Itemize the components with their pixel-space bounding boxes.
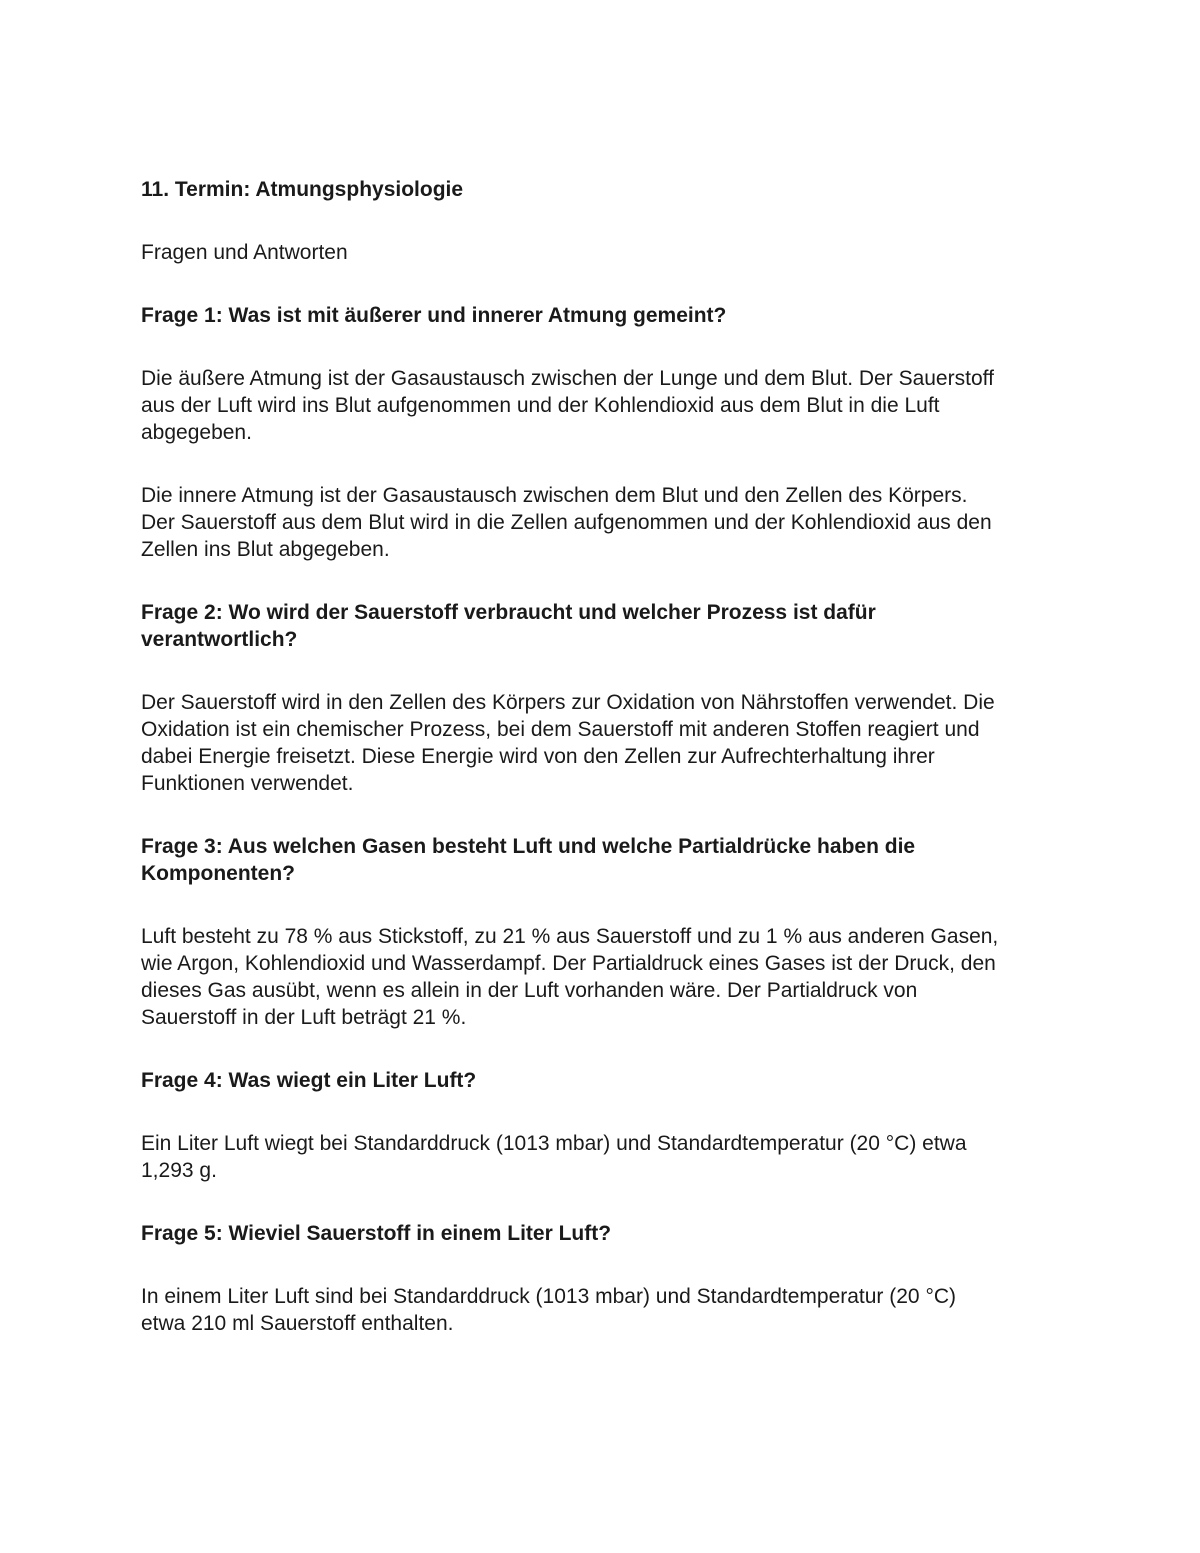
document-page	[141, 176, 1001, 1373]
question-5: Frage 5: Wieviel Sauerstoff in einem Liter Luft?	[141, 1222, 612, 1245]
section-frage-2	[141, 599, 1001, 797]
answer-1-paragraph-2: Die innere Atmung ist der Gasaustausch zwischen dem Blut und den Zellen des Körpers. Der Sauerstoff aus dem Blut wird in die Zellen aufgenommen und der Kohlendioxid aus den Zellen ins Blut abgegeben.	[141, 484, 992, 561]
answer-2-paragraph-1: Der Sauerstoff wird in den Zellen des Körpers zur Oxidation von Nährstoffen verwendet. Die Oxidation ist ein chemischer Prozess, bei dem Sauerstoff mit anderen Stoffen reagiert und dabei Energie freisetzt. Diese Energie wird von den Zellen zur Aufrechterhaltung ihrer Funktionen verwendet.	[141, 691, 995, 795]
section-frage-3	[141, 833, 1001, 1031]
answer-3-paragraph-1: Luft besteht zu 78 % aus Stickstoff, zu 21 % aus Sauerstoff und zu 1 % aus anderen Gasen, wie Argon, Kohlendioxid und Wasserdampf. Der Partialdruck eines Gases ist der Druck, den dieses Gas ausübt, wenn es allein in der Luft vorhanden wäre. Der Partialdruck von Sauerstoff in der Luft beträgt 21 %.	[141, 925, 999, 1029]
question-3: Frage 3: Aus welchen Gasen besteht Luft und welche Partialdrücke haben die Komponenten?	[141, 835, 916, 885]
question-2: Frage 2: Wo wird der Sauerstoff verbraucht und welcher Prozess ist dafür verantwortlich?	[141, 601, 876, 651]
answer-5-paragraph-1: In einem Liter Luft sind bei Standarddruck (1013 mbar) und Standardtemperatur (20 °C) etwa 210 ml Sauerstoff enthalten.	[141, 1285, 957, 1335]
section-frage-4	[141, 1067, 1001, 1184]
question-4: Frage 4: Was wiegt ein Liter Luft?	[141, 1069, 477, 1092]
answer-1-paragraph-1: Die äußere Atmung ist der Gasaustausch zwischen der Lunge und dem Blut. Der Sauerstoff aus der Luft wird ins Blut aufgenommen und der Kohlendioxid aus dem Blut in die Luft abgegeben.	[141, 367, 994, 444]
section-frage-1	[141, 302, 1001, 563]
answer-4-paragraph-1: Ein Liter Luft wiegt bei Standarddruck (1013 mbar) und Standardtemperatur (20 °C) etwa 1,293 g.	[141, 1132, 967, 1182]
document-title: 11. Termin: Atmungsphysiologie	[141, 178, 464, 201]
question-1: Frage 1: Was ist mit äußerer und innerer Atmung gemeint?	[141, 304, 727, 327]
section-frage-5	[141, 1220, 1001, 1337]
document-subtitle: Fragen und Antworten	[141, 241, 348, 264]
